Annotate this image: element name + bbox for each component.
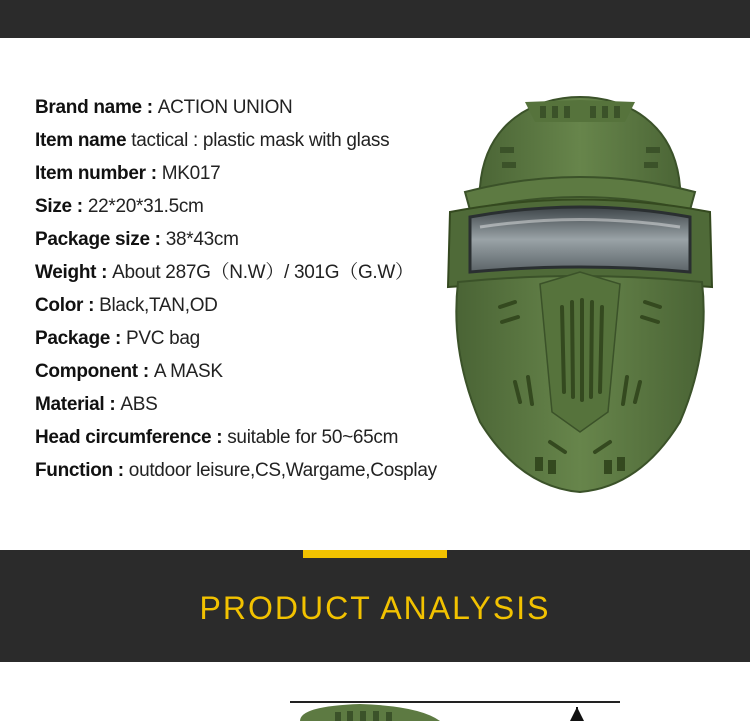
spec-row-item-number	[35, 160, 455, 193]
spec-label: Weight :	[35, 262, 113, 283]
spec-list	[35, 94, 455, 490]
spec-label: Package :	[35, 328, 126, 349]
spec-label: Component :	[35, 361, 154, 382]
spec-value: Black,TAN,OD	[99, 295, 218, 316]
mask-top-preview	[300, 704, 440, 721]
spec-label: Size :	[35, 196, 88, 217]
spec-label: Material :	[35, 394, 121, 415]
spec-value: 22*20*31.5cm	[87, 196, 204, 217]
spec-row-package-size	[35, 226, 455, 259]
spec-value: suitable for 50~65cm	[227, 427, 399, 448]
section-title: PRODUCT ANALYSIS	[199, 590, 551, 626]
spec-value: A MASK	[153, 361, 223, 382]
mask-preview-illustration	[0, 662, 750, 721]
spec-row-brand	[35, 94, 455, 127]
spec-value: PVC bag	[126, 328, 200, 349]
product-analysis-banner	[0, 550, 750, 662]
spec-label: Item number :	[35, 163, 162, 184]
spec-row-package	[35, 325, 455, 358]
spec-value: MK017	[161, 163, 221, 184]
spec-value: ABS	[120, 394, 158, 415]
spec-label: Color :	[35, 295, 100, 316]
spec-row-weight	[35, 259, 455, 292]
mask-image	[440, 92, 720, 497]
spec-label: Brand name :	[35, 97, 158, 118]
spec-row-function	[35, 457, 455, 490]
product-analysis-preview	[0, 662, 750, 721]
spec-label: Package size :	[35, 229, 166, 250]
spec-value: About 287G（N.W）/ 301G（G.W）	[112, 262, 414, 283]
spec-row-item-name	[35, 127, 455, 160]
spec-label: Item name	[35, 130, 132, 151]
spec-row-component	[35, 358, 455, 391]
top-bar	[0, 0, 750, 38]
accent-bar	[303, 550, 447, 558]
spec-value: outdoor leisure,CS,Wargame,Cosplay	[128, 460, 437, 481]
spec-value: ACTION UNION	[157, 97, 293, 118]
spec-row-color	[35, 292, 455, 325]
spec-row-size	[35, 193, 455, 226]
spec-row-head-circumference	[35, 424, 455, 457]
spec-label: Head circumference :	[35, 427, 228, 448]
spec-value: 38*43cm	[165, 229, 239, 250]
spec-label: Function :	[35, 460, 129, 481]
spec-value: tactical : plastic mask with glass	[131, 130, 390, 151]
spec-row-material	[35, 391, 455, 424]
tactical-mask-illustration	[440, 92, 720, 497]
